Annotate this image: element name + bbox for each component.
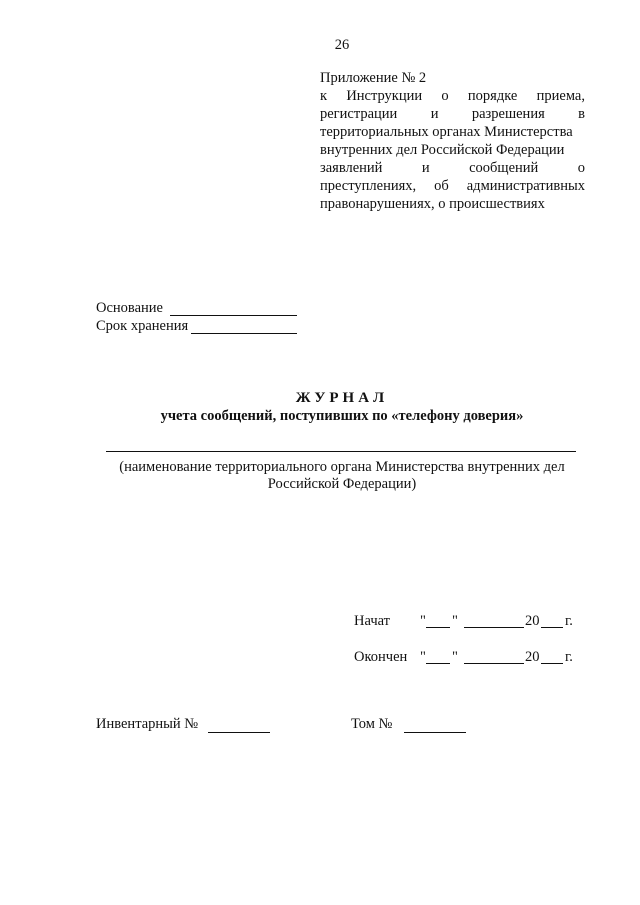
organization-name-field[interactable] <box>106 451 576 452</box>
appendix-word: в <box>578 106 585 122</box>
appendix-line <box>320 195 585 213</box>
appendix-word: к <box>320 88 328 104</box>
appendix-word: и <box>421 160 430 176</box>
appendix-line <box>320 159 585 177</box>
quote-close: " <box>452 649 458 665</box>
organization-caption: Российской Федерации) <box>267 476 417 492</box>
year-suffix: г. <box>565 649 573 665</box>
storage-period-label: Срок хранения <box>96 318 189 334</box>
appendix-line <box>320 123 585 141</box>
appendix-line <box>320 105 585 123</box>
quote-close: " <box>452 613 458 629</box>
started-label: Начат <box>354 613 391 629</box>
appendix-line <box>320 87 585 105</box>
started-month-field[interactable] <box>464 627 524 628</box>
journal-subtitle: учета сообщений, поступивших по «телефону доверия» <box>160 408 524 424</box>
appendix-word: Инструкции <box>346 88 423 104</box>
volume-number-label: Том № <box>351 716 393 732</box>
appendix-word: порядке <box>467 88 518 104</box>
volume-number-field[interactable] <box>404 732 466 733</box>
finished-day-field[interactable] <box>426 663 450 664</box>
started-day-field[interactable] <box>426 627 450 628</box>
appendix-word: о <box>577 160 585 176</box>
appendix-word: сообщений <box>469 160 539 176</box>
finished-year-field[interactable] <box>541 663 563 664</box>
year-suffix: г. <box>565 613 573 629</box>
appendix-word: регистрации <box>320 106 398 122</box>
appendix-line <box>320 177 585 195</box>
appendix-word: правонарушениях, о происшествиях <box>320 196 545 212</box>
inventory-number-field[interactable] <box>208 732 270 733</box>
finished-date-row <box>354 648 584 666</box>
storage-period-field[interactable] <box>191 333 297 334</box>
inventory-number-label: Инвентарный № <box>96 716 199 732</box>
quote-open: " <box>420 649 426 665</box>
appendix-line <box>320 141 585 159</box>
page-number: 26 <box>334 37 350 53</box>
appendix-word: разрешения <box>471 106 545 122</box>
appendix-word: административных <box>466 178 585 194</box>
year-prefix: 20 <box>525 613 540 629</box>
started-date-row <box>354 612 584 630</box>
basis-label: Основание <box>96 300 163 316</box>
appendix-word: территориальных органах Министерства <box>320 124 573 140</box>
started-year-field[interactable] <box>541 627 563 628</box>
quote-open: " <box>420 613 426 629</box>
appendix-word: внутренних дел Российской Федерации <box>320 142 565 158</box>
appendix-word: об <box>434 178 449 194</box>
appendix-word: о <box>441 88 449 104</box>
appendix-title: Приложение № 2 <box>320 70 427 86</box>
finished-month-field[interactable] <box>464 663 524 664</box>
year-prefix: 20 <box>525 649 540 665</box>
journal-title: ЖУРНАЛ <box>295 390 389 406</box>
organization-caption: (наименование территориального органа Министерства внутренних дел <box>119 459 565 475</box>
appendix-word: приема, <box>536 88 585 104</box>
appendix-word: заявлений <box>320 160 383 176</box>
finished-label: Окончен <box>354 649 408 665</box>
basis-field[interactable] <box>170 315 297 316</box>
appendix-word: преступлениях, <box>320 178 417 194</box>
appendix-word: и <box>430 106 439 122</box>
